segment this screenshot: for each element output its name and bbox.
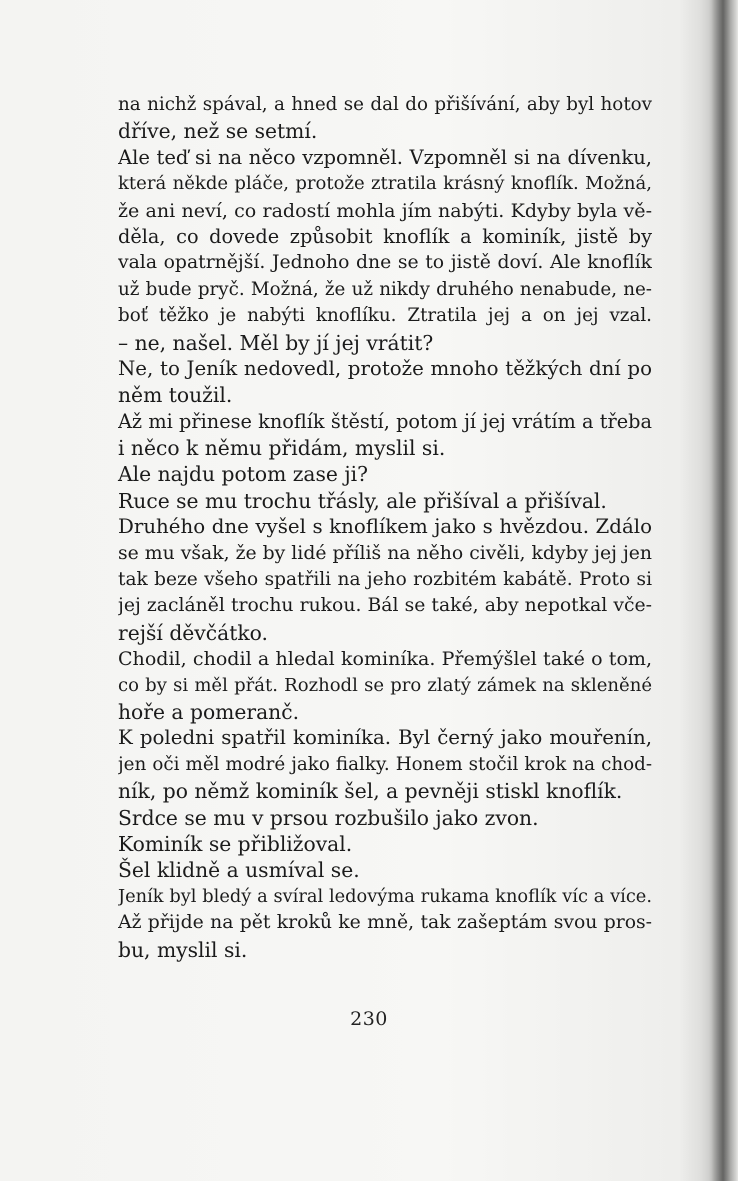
text-line: K poledni spatřil kominíka. Byl černý jako mouřenín, <box>118 726 652 750</box>
text-line: ník, po němž kominík šel, a pevněji stiskl knoflík. <box>118 779 623 804</box>
text-line: jej zacláněl trochu rukou. Bál se také, aby nepotkal vče- <box>118 595 652 617</box>
text-line: Druhého dne vyšel s knoflíkem jako s hvězdou. Zdálo <box>118 515 652 539</box>
text-line: co by si měl přát. Rozhodl se pro zlatý zámek na skleněné <box>118 674 652 696</box>
text-line: Ale najdu potom zase ji? <box>118 462 369 487</box>
text-line: dříve, než se setmí. <box>118 119 318 144</box>
page-gutter-shadow <box>700 0 738 1181</box>
text-line: která někde pláče, protože ztratila krásný knoflík. Možná, <box>118 173 652 195</box>
text-line: Ne, to Jeník nedovedl, protože mnoho těžkých dní po <box>118 356 652 380</box>
text-line: Kominík se přibližoval. <box>118 831 353 856</box>
text-line: Až mi přinese knoflík štěstí, potom jí jej vrátím a třeba <box>118 409 652 433</box>
text-line: Šel klidně a usmíval se. <box>118 858 360 883</box>
text-line: bu, myslil si. <box>118 937 248 962</box>
page-number: 230 <box>350 1008 388 1030</box>
text-line: tak beze všeho spatřili na jeho rozbitém kabátě. Proto si <box>118 569 652 591</box>
text-line: rejší děvčátko. <box>118 620 268 645</box>
body-text <box>118 92 652 963</box>
text-line: už bude pryč. Možná, že už nikdy druhého nenabude, ne- <box>118 278 652 300</box>
text-line: jen oči měl modré jako fialky. Honem stočil krok na chod- <box>118 753 652 775</box>
text-line: – ne, našel. Měl by jí jej vrátit? <box>118 330 434 355</box>
text-line: na nichž spával, a hned se dal do přišívání, aby byl hotov <box>118 94 652 115</box>
text-line: Ruce se mu trochu třásly, ale přišíval a přišíval. <box>118 488 607 513</box>
text-line: i něco k němu přidám, myslil si. <box>118 436 446 461</box>
text-line: Ale teď si na něco vzpomněl. Vzpomněl si na dívenku, <box>118 145 652 169</box>
text-line: boť těžko je nabýti knoflíku. Ztratila jej a on jej vzal. <box>118 305 652 327</box>
text-line: děla, co dovede způsobit knoflík a kominík, jistě by <box>118 224 652 248</box>
text-line: Chodil, chodil a hledal kominíka. Přemýšlel také o tom, <box>118 648 652 671</box>
text-line: něm toužil. <box>118 383 233 408</box>
text-line: Až přijde na pět kroků ke mně, tak zašeptám svou pros- <box>118 912 652 934</box>
text-line: se mu však, že by lidé příliš na něho civěli, kdyby jej jen <box>118 542 652 564</box>
text-line: hoře a pomeranč. <box>118 699 300 724</box>
text-line: že ani neví, co radostí mohla jím nabýti. Kdyby byla vě- <box>118 199 652 222</box>
text-line: Jeník byl bledý a svíral ledovýma rukama knoflík víc a více. <box>118 885 652 907</box>
text-line: Srdce se mu v prsou rozbušilo jako zvon. <box>118 805 539 830</box>
text-line: vala opatrnější. Jednoho dne se to jistě doví. Ale knoflík <box>118 252 652 274</box>
